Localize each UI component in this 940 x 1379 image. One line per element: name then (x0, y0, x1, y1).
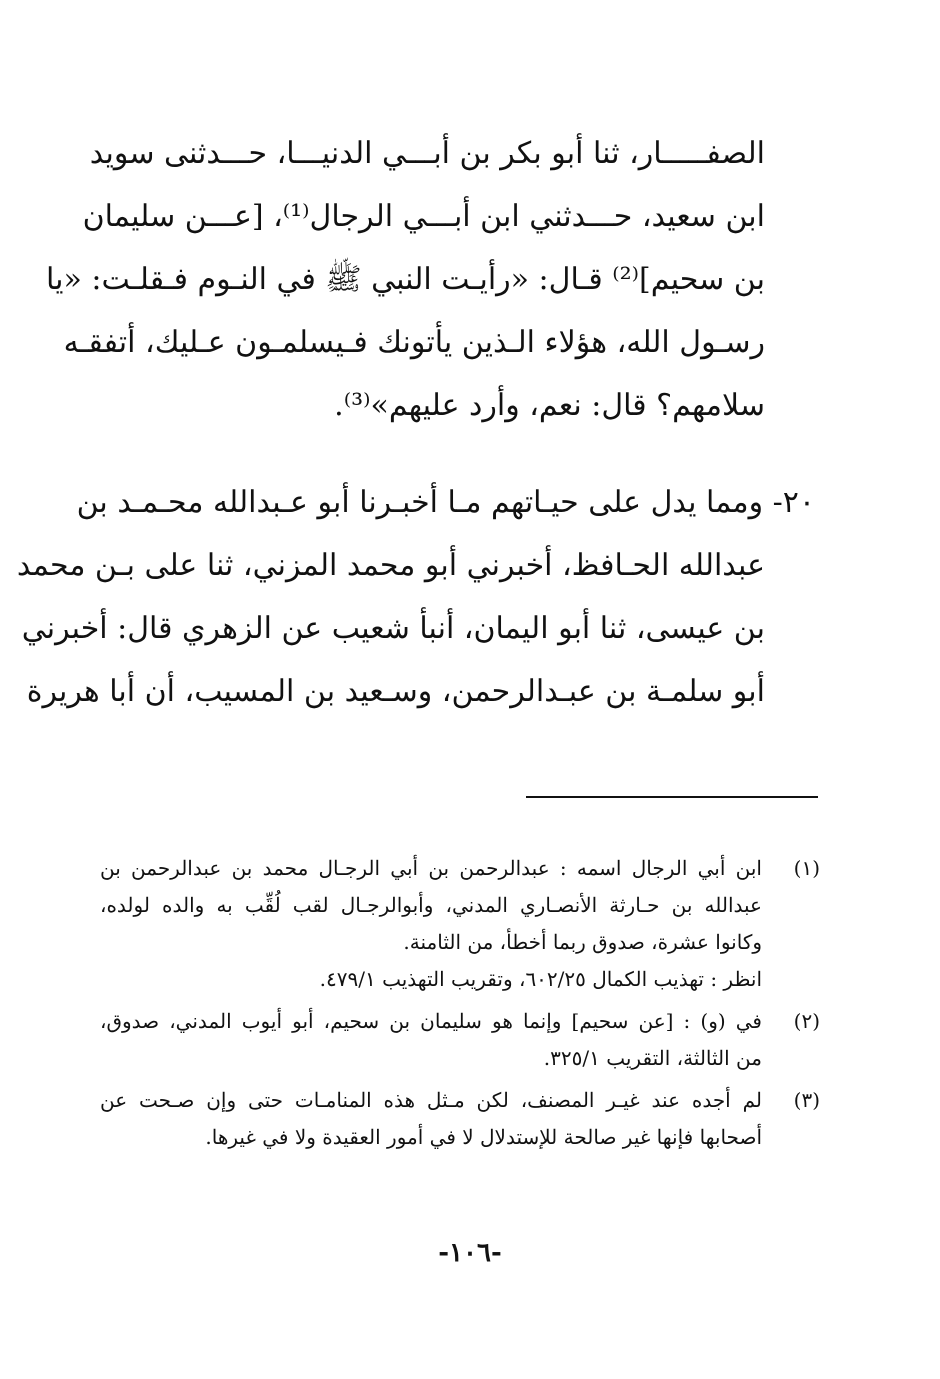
footnote-line: عبدالله بن حـارثة الأنصـاري المدني، وأبوالرجـال لقب لُقِّب به والده لولده، (100, 893, 762, 917)
footnote-line: ابن أبي الرجال اسمه : عبدالرحمن بن أبي الرجـال محمد بن عبدالرحمن بن (100, 856, 762, 880)
footnote-line: من الثالثة، التقريب ٣٢٥/١. (543, 1046, 762, 1070)
footnote-text (100, 1082, 762, 1156)
footnote-line: لم أجده عند غيـر المصنف، لكن مـثل هذه المنامـات حتى وإن صـحت عن (100, 1088, 762, 1112)
page-number: -١٠٦- (438, 1238, 502, 1268)
text-line: سلامهم؟ قال: نعم، وأرد عليهم»⁽³⁾. (334, 388, 765, 423)
footnote-1 (100, 850, 820, 998)
footnote-line: أصحابها فإنها غير صالحة للإستدلال لا في أمور العقيدة ولا في غيرها. (205, 1125, 762, 1149)
footnote-number: (٣) (793, 1088, 820, 1112)
footnotes (100, 850, 820, 1161)
footnote-line: انظر : تهذيب الكمال ٦٠٢/٢٥، وتقريب التهذيب ٤٧٩/١. (319, 967, 762, 991)
footnote-3 (100, 1082, 820, 1156)
text-line: بن عيسى، ثنا أبو اليمان، أنبأ شعيب عن الزهري قال: أخبرني (21, 611, 765, 646)
text-line: بن سحيم]⁽²⁾ قـال: «رأيـت النبي ﷺ في النـوم فـقلـت: «يا (46, 262, 765, 297)
text-line: رسـول الله، هؤلاء الـذين يأتونك فـيسلمـون عـليك، أتفقـه (63, 325, 765, 360)
footnote-line: وكانوا عشرة، صدوق ربما أخطأ، من الثامنة. (403, 930, 762, 954)
paragraph-1 (46, 122, 765, 437)
text-line: ابن سعيد، حـــدثني ابن أبـــي الرجال⁽¹⁾، [عـــن سليمان (82, 199, 765, 234)
footnote-text (100, 850, 762, 998)
footnote-number: (١) (793, 856, 820, 880)
text-line: عبدالله الحـافظ، أخبرني أبو محمد المزني، ثنا على بـن محمد (16, 548, 765, 583)
footnote-2 (100, 1003, 820, 1077)
footnote-separator (526, 796, 818, 798)
footnote-text (100, 1003, 762, 1077)
text-line: أبو سلمـة بن عبـدالرحمن، وسـعيد بن المسيب، أن أبا هريرة (26, 674, 765, 709)
paragraph-20 (16, 471, 815, 723)
text-line: الصفـــــار، ثنا أبو بكر بن أبـــي الدنيـــا، حـــدثنى سويد (89, 136, 765, 171)
main-text (16, 122, 815, 723)
footnote-number: (٢) (793, 1009, 820, 1033)
footnote-line: في (و) : [عن سحيم] وإنما هو سليمان بن سحيم، أبو أيوب المدني، صدوق، (100, 1009, 762, 1033)
text-line: ٢٠- ومما يدل على حيـاتهم مـا أخبـرنا أبو عـبدالله محـمـد بن (76, 485, 815, 520)
